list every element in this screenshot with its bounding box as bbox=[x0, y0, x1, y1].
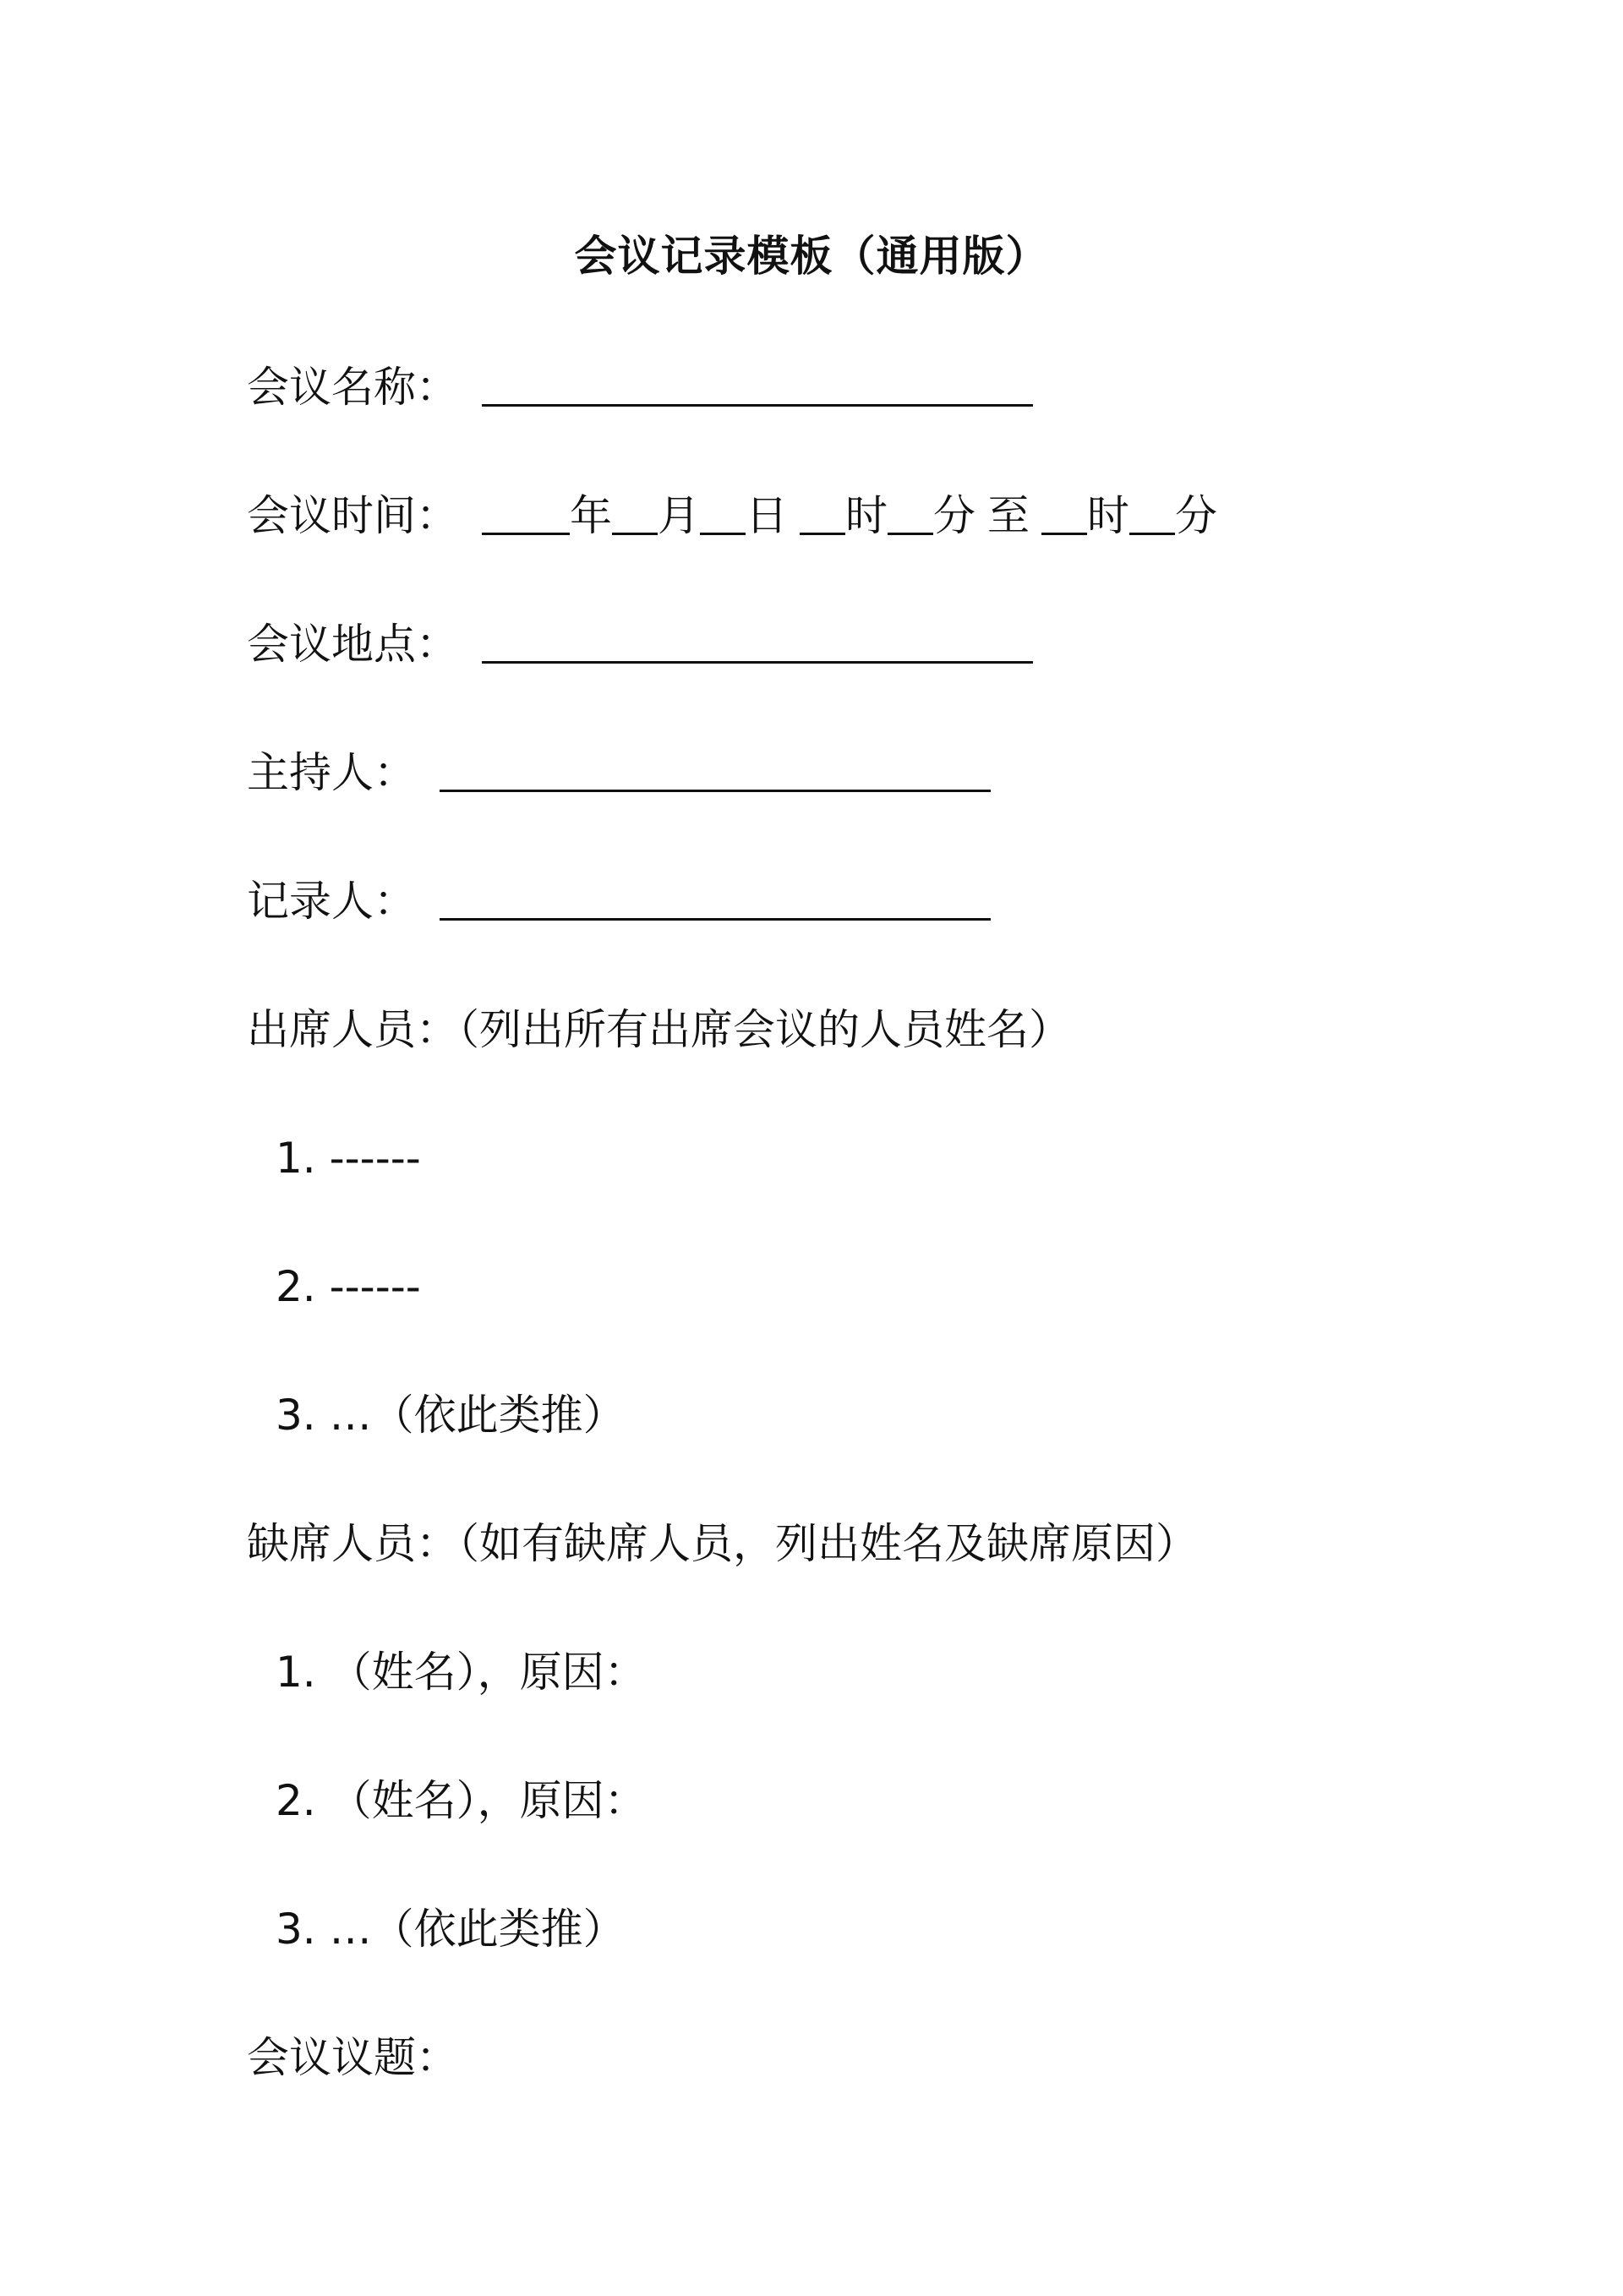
start-hour-unit: 时 bbox=[845, 491, 888, 540]
meeting-name-label: 会议名称： bbox=[247, 363, 458, 412]
day-unit: 日 bbox=[746, 491, 788, 540]
absentee-item: 2. （姓名），原因： bbox=[276, 1776, 647, 1825]
absentee-item: 1. （姓名），原因： bbox=[276, 1648, 647, 1697]
meeting-place-blank[interactable] bbox=[482, 622, 1033, 664]
month-blank[interactable] bbox=[612, 494, 658, 535]
meeting-time-label: 会议时间： bbox=[247, 491, 458, 540]
year-blank[interactable] bbox=[482, 494, 570, 535]
attendees-note: （列出所有出席会议的人员姓名） bbox=[458, 1005, 1071, 1054]
recorder-label: 记录人： bbox=[247, 877, 416, 926]
attendee-item: 3. …（依此类推） bbox=[276, 1391, 626, 1440]
start-minute-unit: 分 bbox=[933, 491, 975, 540]
host-blank[interactable] bbox=[440, 751, 991, 792]
meeting-place-row bbox=[247, 615, 1033, 674]
recorder-blank[interactable] bbox=[440, 879, 991, 921]
year-unit: 年 bbox=[570, 491, 612, 540]
meeting-name-row bbox=[247, 358, 1033, 417]
meeting-place-label: 会议地点： bbox=[247, 620, 458, 669]
meeting-name-blank[interactable] bbox=[482, 365, 1033, 407]
end-hour-blank[interactable] bbox=[1041, 494, 1087, 535]
attendee-item: 2. ------ bbox=[276, 1262, 421, 1311]
recorder-row bbox=[247, 872, 991, 931]
document-title: 会议记录模板（通用版） bbox=[574, 232, 1049, 281]
month-unit: 月 bbox=[658, 491, 700, 540]
attendees-label: 出席人员： bbox=[247, 1005, 458, 1054]
start-hour-blank[interactable] bbox=[800, 494, 845, 535]
topics-heading: 会议议题： bbox=[247, 2033, 458, 2082]
meeting-time-row bbox=[247, 486, 1217, 545]
end-minute-unit: 分 bbox=[1175, 491, 1217, 540]
host-row bbox=[247, 743, 991, 802]
absentees-note: （如有缺席人员，列出姓名及缺席原因） bbox=[458, 1519, 1198, 1568]
end-hour-unit: 时 bbox=[1087, 491, 1129, 540]
absentees-heading bbox=[247, 1514, 1198, 1573]
to-word: 至 bbox=[987, 491, 1030, 540]
start-minute-blank[interactable] bbox=[888, 494, 933, 535]
host-label: 主持人： bbox=[247, 748, 416, 797]
absentees-label: 缺席人员： bbox=[247, 1519, 458, 1568]
absentee-item: 3. …（依此类推） bbox=[276, 1905, 626, 1954]
attendee-item: 1. ------ bbox=[276, 1134, 421, 1183]
end-minute-blank[interactable] bbox=[1129, 494, 1175, 535]
attendees-heading bbox=[247, 1000, 1071, 1059]
day-blank[interactable] bbox=[700, 494, 746, 535]
